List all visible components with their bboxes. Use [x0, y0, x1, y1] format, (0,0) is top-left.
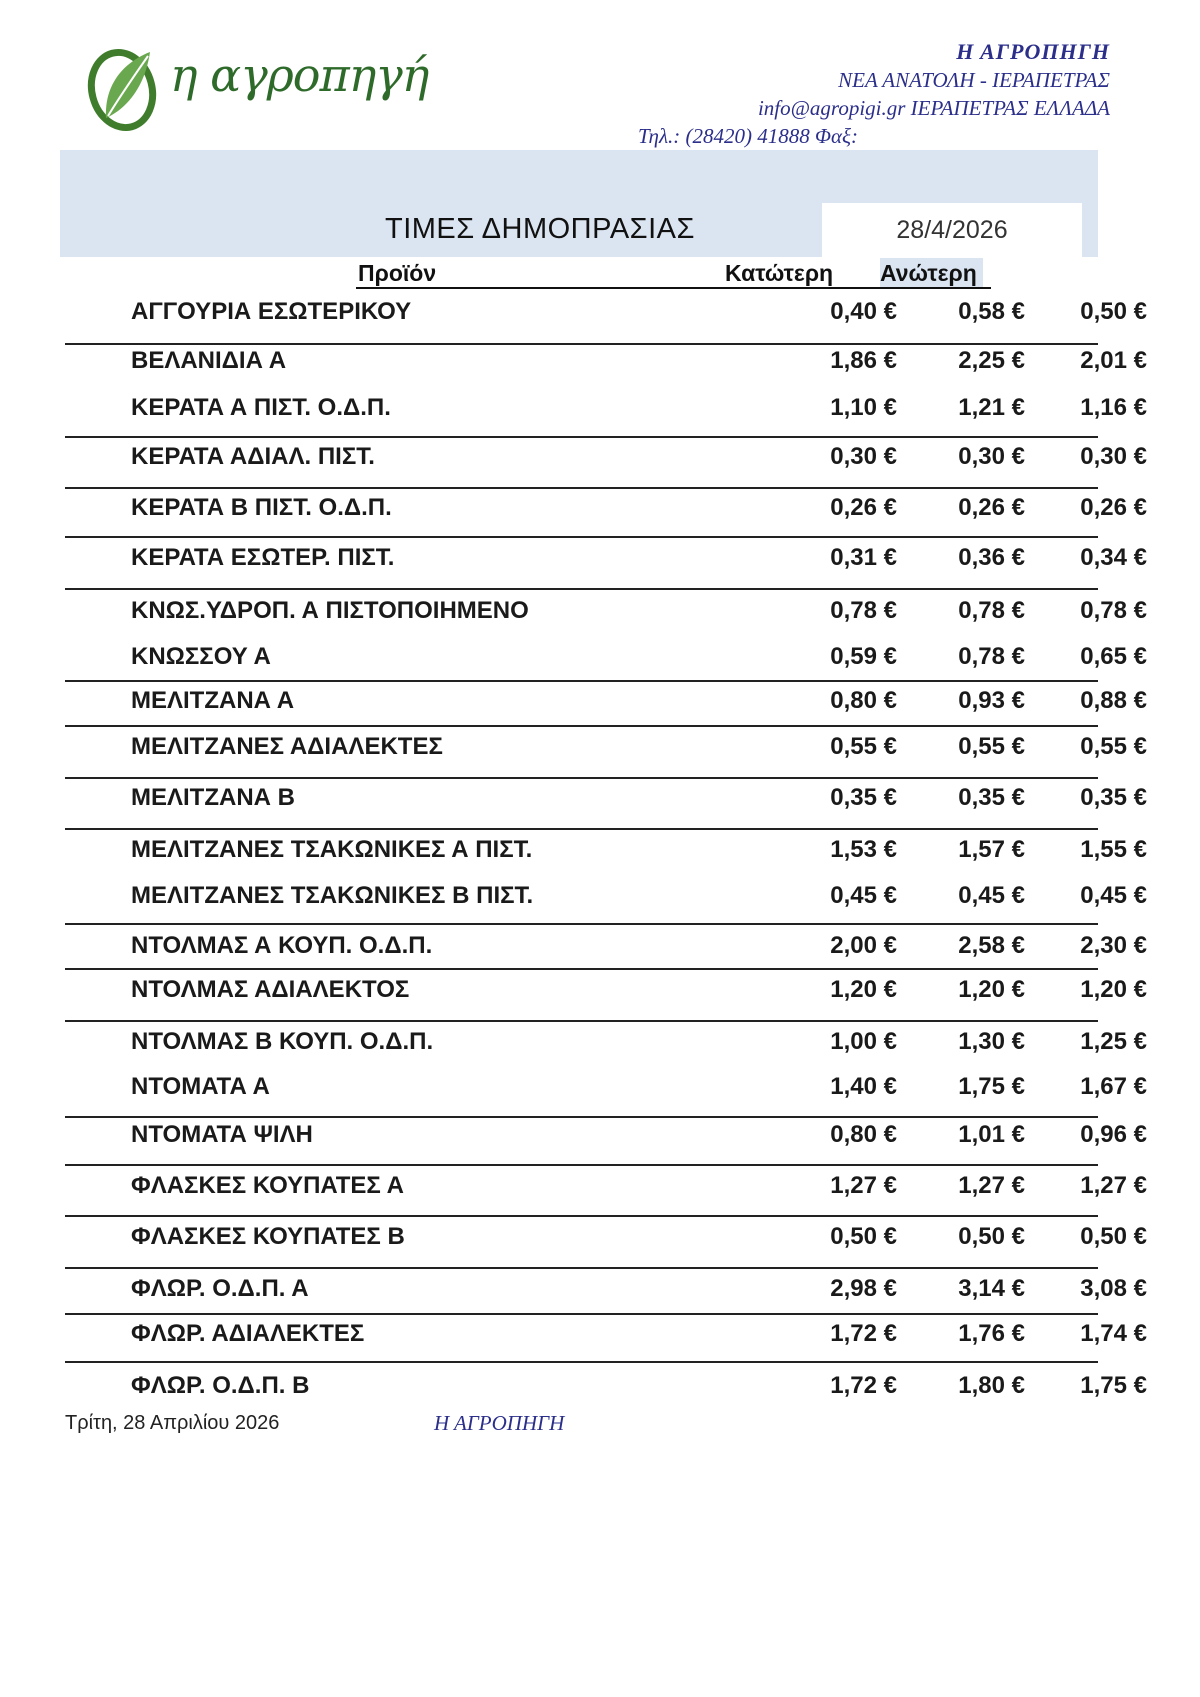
table-row: [65, 1166, 1147, 1206]
price-average: 0,45 €: [1080, 882, 1147, 909]
price-high: 1,20 €: [958, 976, 1025, 1003]
table-row: [65, 437, 1147, 477]
row-divider: [65, 828, 1098, 830]
price-low: 1,72 €: [830, 1320, 897, 1347]
price-low: 1,20 €: [830, 976, 897, 1003]
footer-brand: Η ΑΓΡΟΠΗΓΗ: [434, 1411, 565, 1435]
company-info: [590, 38, 1110, 150]
column-header-low: Κατώτερη: [725, 260, 834, 286]
price-low: 1,86 €: [830, 347, 897, 374]
product-name: ΜΕΛΙΤΖΑΝΑ Α: [131, 687, 295, 714]
price-average: 0,26 €: [1080, 494, 1147, 521]
product-name: ΦΛΑΣΚΕΣ ΚΟΥΠΑΤΕΣ Β: [131, 1223, 405, 1250]
price-average: 1,27 €: [1080, 1172, 1147, 1199]
row-divider: [65, 1164, 1098, 1166]
table-row: [65, 1217, 1147, 1257]
product-name: ΝΤΟΛΜΑΣ Α ΚΟΥΠ. Ο.Δ.Π.: [131, 932, 433, 959]
row-divider: [65, 536, 1098, 538]
column-header-product: Προϊόν: [358, 260, 437, 286]
table-row: [65, 1022, 1147, 1062]
price-average: 1,75 €: [1080, 1372, 1147, 1399]
price-low: 0,59 €: [830, 643, 897, 670]
table-row: [65, 591, 1147, 631]
product-name: ΝΤΟΛΜΑΣ ΑΔΙΑΛΕΚΤΟΣ: [131, 976, 410, 1003]
table-row: [65, 778, 1147, 818]
price-low: 0,50 €: [830, 1223, 897, 1250]
company-logo: [84, 40, 429, 140]
price-low: 0,30 €: [830, 443, 897, 470]
table-row: [65, 1115, 1147, 1155]
price-high: 0,93 €: [958, 687, 1025, 714]
price-high: 1,30 €: [958, 1028, 1025, 1055]
product-name: ΚΕΡΑΤΑ Α ΠΙΣΤ. Ο.Δ.Π.: [131, 394, 391, 421]
price-low: 0,80 €: [830, 687, 897, 714]
product-name: ΦΛΩΡ. ΑΔΙΑΛΕΚΤΕΣ: [131, 1320, 365, 1347]
price-low: 0,78 €: [830, 597, 897, 624]
price-high: 1,27 €: [958, 1172, 1025, 1199]
logo-text: η αγροπηγή: [170, 48, 429, 102]
price-high: 1,80 €: [958, 1372, 1025, 1399]
product-name: ΝΤΟΜΑΤΑ Α: [131, 1073, 270, 1100]
price-average: 1,55 €: [1080, 836, 1147, 863]
price-high: 0,26 €: [958, 494, 1025, 521]
product-name: ΚΝΩΣ.ΥΔΡΟΠ. Α ΠΙΣΤΟΠΟΙΗΜΕΝΟ: [131, 597, 529, 624]
price-average: 0,65 €: [1080, 643, 1147, 670]
price-high: 0,36 €: [958, 544, 1025, 571]
row-divider: [65, 1215, 1098, 1217]
table-row: [65, 388, 1147, 428]
product-name: ΜΕΛΙΤΖΑΝΕΣ ΑΔΙΑΛΕΚΤΕΣ: [131, 733, 443, 760]
table-row: [65, 488, 1147, 528]
price-average: 1,20 €: [1080, 976, 1147, 1003]
row-divider: [65, 777, 1098, 779]
price-average: 0,34 €: [1080, 544, 1147, 571]
row-divider: [65, 1267, 1098, 1269]
price-high: 0,45 €: [958, 882, 1025, 909]
product-name: ΜΕΛΙΤΖΑΝΑ Β: [131, 784, 295, 811]
row-divider: [65, 968, 1098, 970]
price-low: 0,45 €: [830, 882, 897, 909]
price-low: 1,00 €: [830, 1028, 897, 1055]
price-high: 0,50 €: [958, 1223, 1025, 1250]
price-low: 0,35 €: [830, 784, 897, 811]
price-average: 1,67 €: [1080, 1073, 1147, 1100]
table-row: [65, 926, 1147, 966]
table-row: [65, 637, 1147, 677]
product-name: ΦΛΑΣΚΕΣ ΚΟΥΠΑΤΕΣ Α: [131, 1172, 404, 1199]
product-name: ΒΕΛΑΝΙΔΙΑ Α: [131, 347, 287, 374]
price-low: 0,55 €: [830, 733, 897, 760]
table-row: [65, 876, 1147, 916]
price-low: 1,40 €: [830, 1073, 897, 1100]
price-high: 0,30 €: [958, 443, 1025, 470]
table-row: [65, 341, 1147, 381]
product-name: ΦΛΩΡ. Ο.Δ.Π. Α: [131, 1275, 309, 1302]
price-low: 2,98 €: [830, 1275, 897, 1302]
leaf-icon: [84, 40, 174, 140]
product-name: ΚΕΡΑΤΑ ΕΣΩΤΕΡ. ΠΙΣΤ.: [131, 544, 395, 571]
price-average: 0,30 €: [1080, 443, 1147, 470]
table-row: [65, 830, 1147, 870]
price-high: 1,21 €: [958, 394, 1025, 421]
column-header-high: Ανώτερη: [880, 258, 983, 288]
company-name: Η ΑΓΡΟΠΗΓΗ: [956, 39, 1110, 64]
row-divider: [65, 343, 1098, 345]
price-average: 0,88 €: [1080, 687, 1147, 714]
price-low: 0,26 €: [830, 494, 897, 521]
price-low: 0,80 €: [830, 1121, 897, 1148]
price-low: 0,31 €: [830, 544, 897, 571]
price-high: 1,57 €: [958, 836, 1025, 863]
product-name: ΚΕΡΑΤΑ ΑΔΙΑΛ. ΠΙΣΤ.: [131, 443, 375, 470]
price-average: 0,78 €: [1080, 597, 1147, 624]
price-average: 2,01 €: [1080, 347, 1147, 374]
price-average: 0,50 €: [1080, 298, 1147, 325]
price-high: 0,78 €: [958, 643, 1025, 670]
table-row: [65, 1269, 1147, 1309]
company-email: info@agropigi.gr ΙΕΡΑΠΕΤΡΑΣ ΕΛΛΑΔΑ: [757, 96, 1110, 120]
row-divider: [65, 1313, 1098, 1315]
price-high: 2,58 €: [958, 932, 1025, 959]
table-row: [65, 538, 1147, 578]
footer-date: Τρίτη, 28 Απριλίου 2026: [65, 1412, 280, 1434]
price-high: 1,01 €: [958, 1121, 1025, 1148]
report-date: 28/4/2026: [822, 203, 1082, 257]
price-high: 2,25 €: [958, 347, 1025, 374]
price-average: 0,35 €: [1080, 784, 1147, 811]
price-high: 1,76 €: [958, 1320, 1025, 1347]
row-divider: [65, 487, 1098, 489]
price-low: 1,10 €: [830, 394, 897, 421]
product-name: ΦΛΩΡ. Ο.Δ.Π. Β: [131, 1372, 310, 1399]
row-divider: [65, 1116, 1098, 1118]
price-average: 3,08 €: [1080, 1275, 1147, 1302]
product-name: ΚΕΡΑΤΑ Β ΠΙΣΤ. Ο.Δ.Π.: [131, 494, 392, 521]
price-average: 1,74 €: [1080, 1320, 1147, 1347]
price-high: 3,14 €: [958, 1275, 1025, 1302]
table-row: [65, 292, 1147, 332]
price-average: 0,55 €: [1080, 733, 1147, 760]
row-divider: [65, 680, 1098, 682]
product-name: ΜΕΛΙΤΖΑΝΕΣ ΤΣΑΚΩΝΙΚΕΣ Β ΠΙΣΤ.: [131, 882, 534, 909]
price-average: 1,25 €: [1080, 1028, 1147, 1055]
price-high: 0,35 €: [958, 784, 1025, 811]
price-high: 1,75 €: [958, 1073, 1025, 1100]
row-divider: [65, 1361, 1098, 1363]
price-high: 0,78 €: [958, 597, 1025, 624]
price-high: 0,58 €: [958, 298, 1025, 325]
price-average: 1,16 €: [1080, 394, 1147, 421]
product-name: ΝΤΟΜΑΤΑ ΨΙΛΗ: [131, 1121, 313, 1148]
price-low: 0,40 €: [830, 298, 897, 325]
price-low: 1,72 €: [830, 1372, 897, 1399]
company-address: ΝΕΑ ΑΝΑΤΟΛΗ - ΙΕΡΑΠΕΤΡΑΣ: [838, 68, 1110, 92]
table-row: [65, 1366, 1147, 1406]
row-divider: [65, 436, 1098, 438]
price-low: 2,00 €: [830, 932, 897, 959]
header-underline: [356, 287, 991, 289]
price-average: 0,96 €: [1080, 1121, 1147, 1148]
table-row: [65, 1314, 1147, 1354]
row-divider: [65, 923, 1098, 925]
row-divider: [65, 588, 1098, 590]
price-low: 1,27 €: [830, 1172, 897, 1199]
table-row: [65, 970, 1147, 1010]
price-low: 1,53 €: [830, 836, 897, 863]
row-divider: [65, 1020, 1098, 1022]
table-row: [65, 1067, 1147, 1107]
table-row: [65, 681, 1147, 721]
product-name: ΜΕΛΙΤΖΑΝΕΣ ΤΣΑΚΩΝΙΚΕΣ Α ΠΙΣΤ.: [131, 836, 533, 863]
company-phone: Τηλ.: (28420) 41888 Φαξ:: [638, 124, 859, 148]
page-title: ΤΙΜΕΣ ΔΗΜΟΠΡΑΣΙΑΣ: [385, 213, 695, 245]
price-average: 0,50 €: [1080, 1223, 1147, 1250]
price-high: 0,55 €: [958, 733, 1025, 760]
row-divider: [65, 725, 1098, 727]
product-name: ΝΤΟΛΜΑΣ Β ΚΟΥΠ. Ο.Δ.Π.: [131, 1028, 434, 1055]
product-name: ΚΝΩΣΣΟΥ Α: [131, 643, 271, 670]
price-average: 2,30 €: [1080, 932, 1147, 959]
table-row: [65, 727, 1147, 767]
product-name: ΑΓΓΟΥΡΙΑ ΕΣΩΤΕΡΙΚΟΥ: [131, 298, 412, 325]
